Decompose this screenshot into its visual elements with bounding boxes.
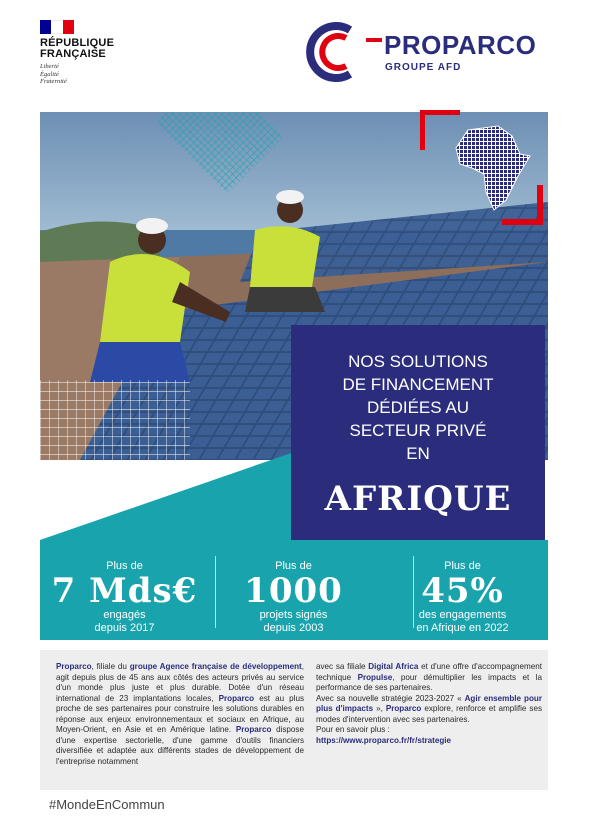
body-paragraph: Avec sa nouvelle stratégie 2023-2027 « Agir ensemble pour plus d'impacts », Proparco explore, renforce et amplifie ses modes d'intervention avec ses partenaires.	[316, 693, 542, 724]
stat-desc: depuis 2003	[263, 622, 324, 634]
stat-projects	[209, 560, 378, 635]
proparco-emblem-icon	[306, 22, 382, 82]
body-column-left	[56, 662, 304, 767]
title-line: EN	[406, 444, 430, 463]
stat-prefix: Plus de	[444, 560, 481, 572]
stat-desc: des engagements	[418, 609, 507, 621]
body-text-area	[40, 650, 548, 790]
stat-number: 1000	[244, 571, 343, 611]
title-box	[291, 325, 545, 545]
rf-motto: Liberté Égalité Fraternité	[40, 63, 67, 85]
stat-number: 7 Mds€	[51, 571, 198, 611]
stat-number: 45%	[421, 571, 504, 611]
stat-desc: projets signés	[259, 609, 328, 621]
body-paragraph: Proparco, filiale du groupe Agence française de développement, agit depuis plus de 45 ans aux côtés des acteurs privés au service d'un monde plus juste et plus durable. Dotée d'un réseau international de 23 implantations locales, Proparco est au plus proche de ses partenaires pour construire les solutions durables en réponse aux enjeux environnementaux et sociaux en Afrique, au Moyen-Orient, en Asie et en Amérique latine. Proparco dispose d'une expertise sectorielle, d'une gamme d'outils financiers diversifiée et adaptée aux différents stades de développement de l'entreprise notamment	[56, 662, 304, 766]
teal-triangle-deco	[40, 420, 300, 540]
body-paragraph: avec sa filiale Digital Africa et d'une offre d'accompagnement technique Propulse, pour démultiplier les impacts et la performance de ses partenaires.	[316, 662, 543, 692]
title-line: DÉDIÉES AU	[366, 398, 470, 417]
stat-africa-share	[378, 560, 547, 635]
title-line: DE FINANCEMENT	[342, 375, 494, 394]
proparco-logo	[306, 22, 556, 82]
stat-commitments	[40, 560, 209, 635]
title-africa: AFRIQUE	[324, 479, 512, 519]
republique-francaise-logo	[40, 20, 150, 86]
stat-desc: engagés	[103, 609, 146, 621]
stat-prefix: Plus de	[106, 560, 143, 572]
stats-band	[40, 540, 548, 640]
proparco-name: PROPARCO	[384, 30, 537, 60]
title-line: SECTEUR PRIVÉ	[349, 421, 487, 440]
stat-prefix: Plus de	[275, 560, 312, 572]
more-info-label: Pour en savoir plus :	[316, 725, 390, 734]
hashtag: #MondeEnCommun	[49, 797, 165, 812]
body-column-right	[316, 662, 542, 746]
strategy-link[interactable]: https://www.proparco.fr/fr/strategie	[316, 735, 452, 745]
africa-map-icon	[420, 110, 550, 230]
stat-desc: depuis 2017	[94, 622, 155, 634]
rf-title: RÉPUBLIQUE FRANÇAISE	[40, 37, 115, 60]
proparco-subtitle: GROUPE AFD	[385, 62, 462, 73]
french-flag-icon	[40, 20, 74, 34]
stat-desc: en Afrique en 2022	[416, 622, 509, 634]
title-line: NOS SOLUTIONS	[348, 352, 488, 371]
